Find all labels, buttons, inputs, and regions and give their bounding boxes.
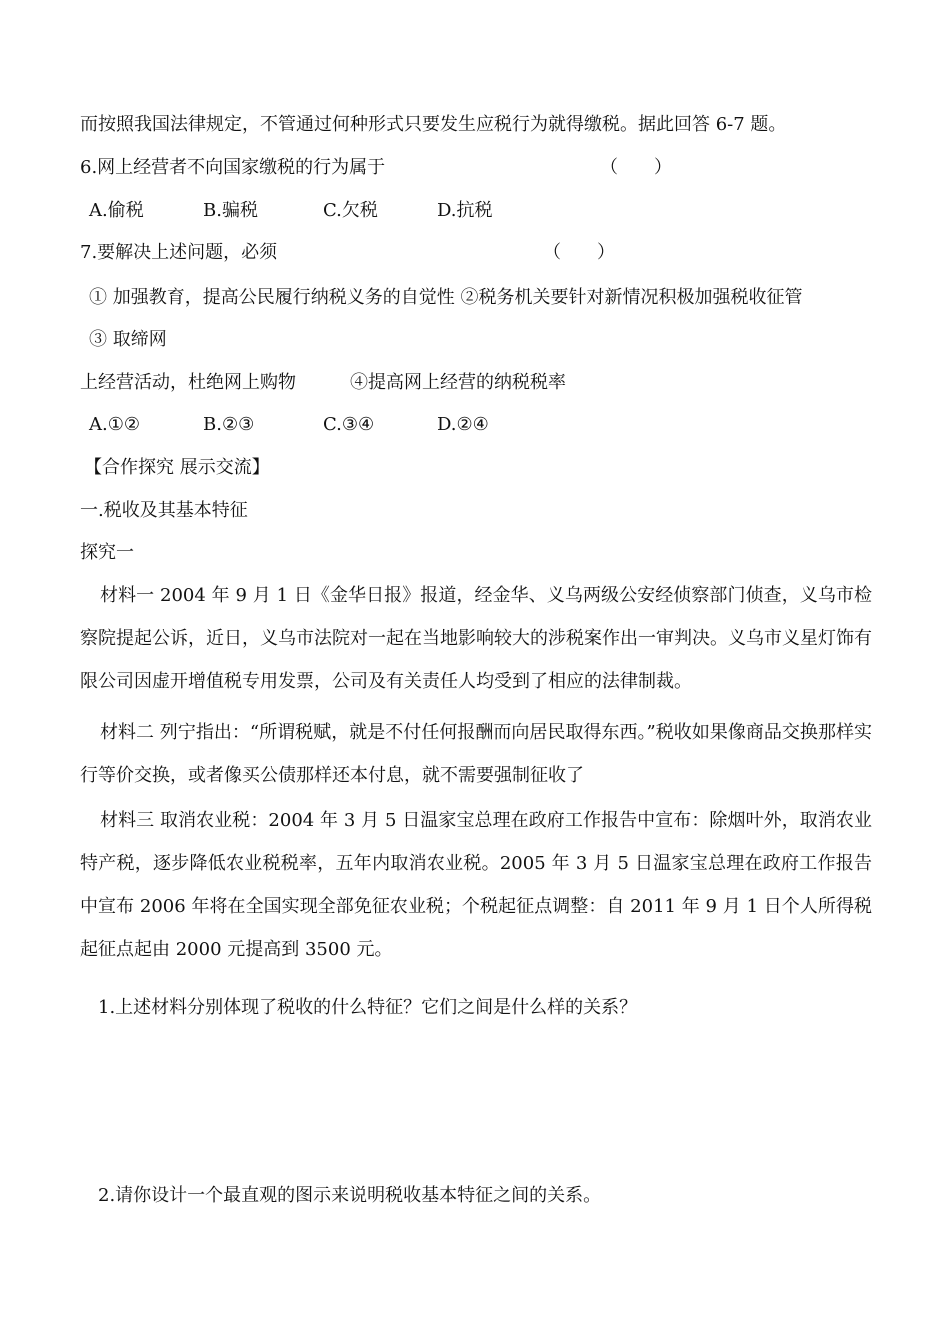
question-6-bracket: （ ） (600, 157, 672, 178)
option-a: A.①② (89, 414, 140, 435)
section-title: 【合作探究 展示交流】 (84, 457, 270, 478)
option-b: B.骗税 (203, 200, 258, 221)
option-a: A.偷税 (89, 200, 144, 221)
intro-text: 而按照我国法律规定，不管通过何种形式只要发生应税行为就得缴税。据此回答 6-7 题。 (80, 114, 787, 135)
material-2: 材料二 列宁指出：“所谓税赋，就是不付任何报酬而向居民取得东西。”税收如果像商品交换那样实行等价交换，或者像买公债那样还本付息，就不需要强制征收了 (80, 722, 872, 786)
question-7-items-line3: 上经营活动，杜绝网上购物 ④提高网上经营的纳税税率 (80, 372, 566, 393)
question-7-stem: 7.要解决上述问题，必须 (80, 242, 278, 263)
question-7-items-line2: ③ 取缔网 (89, 329, 167, 350)
heading-tax-features: 一.税收及其基本特征 (80, 500, 248, 521)
question-1: 1.上述材料分别体现了税收的什么特征？它们之间是什么样的关系？ (98, 997, 638, 1018)
question-6-stem: 6.网上经营者不向国家缴税的行为属于 (80, 157, 386, 178)
question-7-items-line1: ① 加强教育，提高公民履行纳税义务的自觉性 ②税务机关要针对新情况积极加强税收征管 (89, 287, 803, 308)
option-d: D.②④ (437, 414, 489, 435)
option-b: B.②③ (203, 414, 255, 435)
material-3: 材料三 取消农业税：2004 年 3 月 5 日温家宝总理在政府工作报告中宣布：除烟叶外，取消农业特产税，逐步降低农业税税率，五年内取消农业税。2005 年 3 月 5 日温家宝总理在政府工作报告中宣布 2006 年将在全国实现全部免征农业税；个税起征点调整：自 2011 年 9 月 1 日个人所得税起征点起由 2000 元提高到 3500 元。 (80, 810, 872, 960)
option-c: C.欠税 (323, 200, 378, 221)
heading-explore-1: 探究一 (80, 542, 134, 563)
question-2: 2.请你设计一个最直观的图示来说明税收基本特征之间的关系。 (98, 1185, 602, 1206)
question-7-bracket: （ ） (543, 242, 615, 263)
material-1: 材料一 2004 年 9 月 1 日《金华日报》报道，经金华、义乌两级公安经侦察部门侦查，义乌市检察院提起公诉，近日，义乌市法院对一起在当地影响较大的涉税案作出一审判决。义乌市义星灯饰有限公司因虚开增值税专用发票，公司及有关责任人均受到了相应的法律制裁。 (80, 585, 872, 692)
option-c: C.③④ (323, 414, 375, 435)
option-d: D.抗税 (437, 200, 493, 221)
